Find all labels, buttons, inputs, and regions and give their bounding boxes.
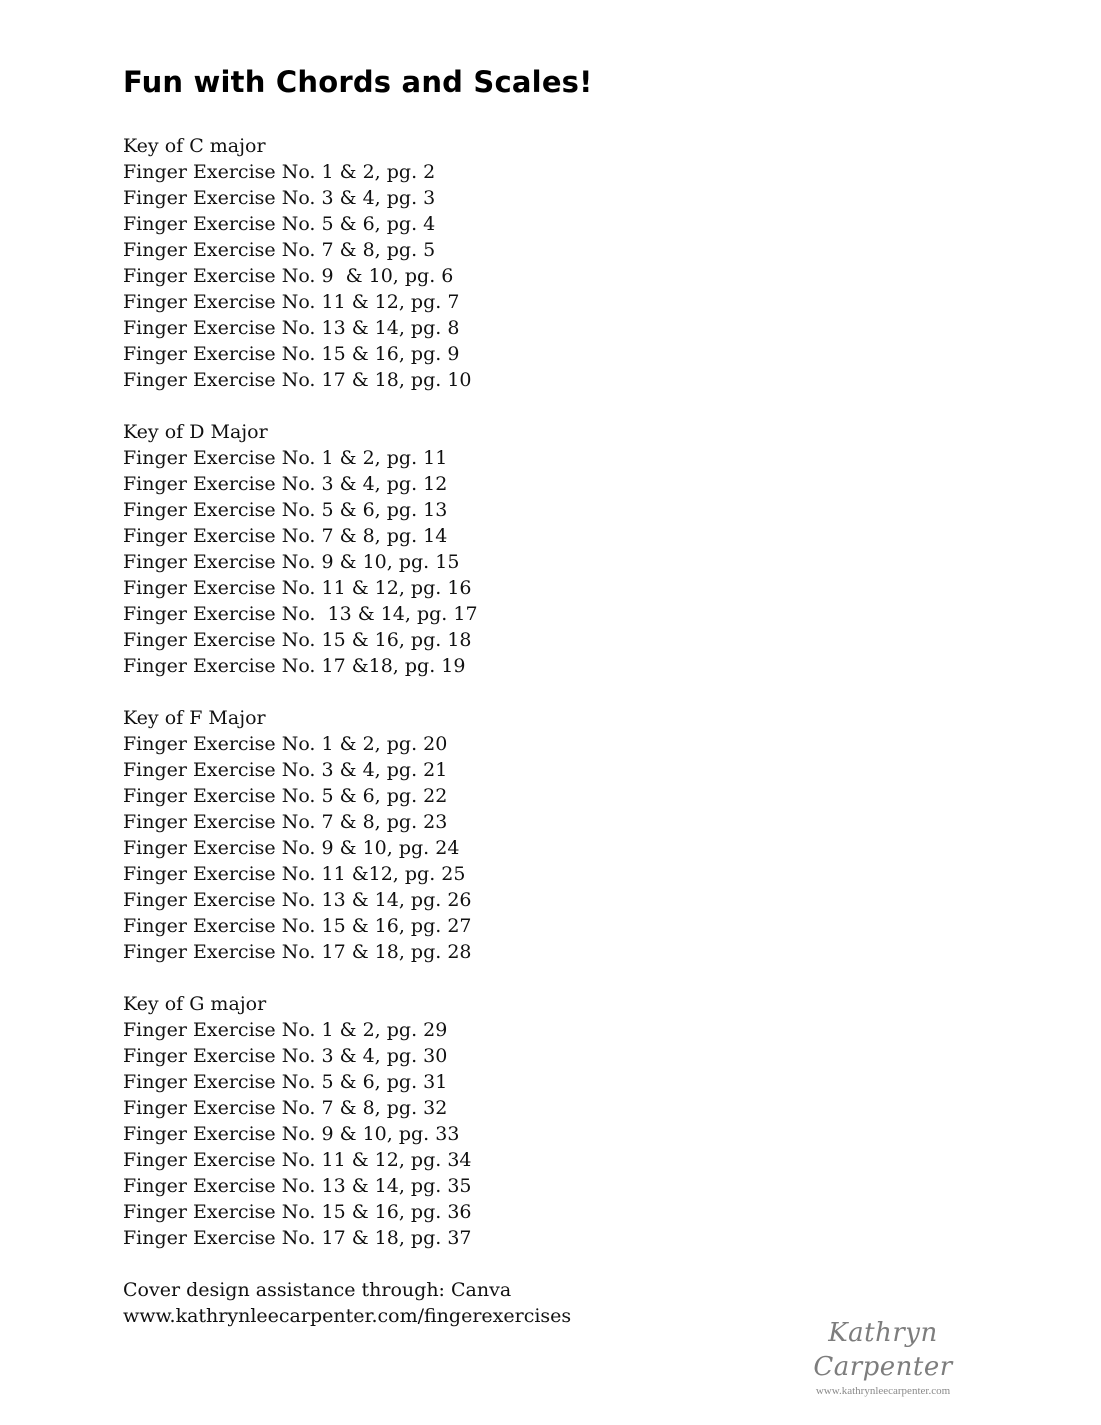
section-f-major [123, 705, 571, 965]
exercise-index [123, 133, 571, 1329]
list-item: Finger Exercise No. 17 & 18, pg. 10 [123, 369, 472, 391]
list-item: Finger Exercise No. 3 & 4, pg. 21 [123, 759, 448, 781]
list-item: Finger Exercise No. 1 & 2, pg. 29 [123, 1019, 448, 1041]
logo-signature: Kathryn Carpenter [813, 1318, 953, 1382]
list-item: Finger Exercise No. 7 & 8, pg. 5 [123, 239, 436, 261]
list-item: Finger Exercise No. 17 & 18, pg. 28 [123, 941, 472, 963]
list-item: Finger Exercise No. 17 & 18, pg. 37 [123, 1227, 472, 1249]
list-item: Finger Exercise No. 3 & 4, pg. 30 [123, 1045, 448, 1067]
section-d-major [123, 419, 571, 679]
author-logo [778, 1316, 988, 1397]
page-title: Fun with Chords and Scales! [123, 65, 593, 99]
list-item: Finger Exercise No. 3 & 4, pg. 12 [123, 473, 448, 495]
list-item: Finger Exercise No. 11 &12, pg. 25 [123, 863, 466, 885]
list-item: Finger Exercise No. 13 & 14, pg. 17 [123, 603, 478, 625]
list-item: Finger Exercise No. 1 & 2, pg. 11 [123, 447, 448, 469]
list-item: Finger Exercise No. 17 &18, pg. 19 [123, 655, 466, 677]
list-item: Finger Exercise No. 13 & 14, pg. 35 [123, 1175, 472, 1197]
list-item: Finger Exercise No. 15 & 16, pg. 27 [123, 915, 472, 937]
list-item: Finger Exercise No. 5 & 6, pg. 31 [123, 1071, 448, 1093]
list-item: Finger Exercise No. 9 & 10, pg. 15 [123, 551, 460, 573]
footer-url-link[interactable]: www.kathrynleecarpenter.com/fingerexercises [123, 1305, 572, 1327]
cover-credit: Cover design assistance through: Canva [123, 1279, 512, 1301]
list-item: Finger Exercise No. 9 & 10, pg. 33 [123, 1123, 460, 1145]
list-item: Finger Exercise No. 13 & 14, pg. 8 [123, 317, 460, 339]
section-heading: Key of C major [123, 135, 266, 157]
list-item: Finger Exercise No. 3 & 4, pg. 3 [123, 187, 436, 209]
list-item: Finger Exercise No. 11 & 12, pg. 16 [123, 577, 472, 599]
list-item: Finger Exercise No. 7 & 8, pg. 23 [123, 811, 448, 833]
list-item: Finger Exercise No. 11 & 12, pg. 34 [123, 1149, 472, 1171]
logo-url: www.kathrynleecarpenter.com [815, 1385, 951, 1397]
list-item: Finger Exercise No. 9 & 10, pg. 6 [123, 265, 454, 287]
list-item: Finger Exercise No. 5 & 6, pg. 4 [123, 213, 436, 235]
list-item: Finger Exercise No. 5 & 6, pg. 22 [123, 785, 448, 807]
list-item: Finger Exercise No. 15 & 16, pg. 18 [123, 629, 472, 651]
list-item: Finger Exercise No. 11 & 12, pg. 7 [123, 291, 460, 313]
section-heading: Key of D Major [123, 421, 268, 443]
section-c-major [123, 133, 571, 393]
list-item: Finger Exercise No. 9 & 10, pg. 24 [123, 837, 460, 859]
list-item: Finger Exercise No. 1 & 2, pg. 20 [123, 733, 448, 755]
section-heading: Key of F Major [123, 707, 266, 729]
list-item: Finger Exercise No. 5 & 6, pg. 13 [123, 499, 448, 521]
list-item: Finger Exercise No. 7 & 8, pg. 32 [123, 1097, 448, 1119]
list-item: Finger Exercise No. 15 & 16, pg. 9 [123, 343, 460, 365]
list-item: Finger Exercise No. 1 & 2, pg. 2 [123, 161, 436, 183]
footer-credits [123, 1277, 571, 1329]
list-item: Finger Exercise No. 7 & 8, pg. 14 [123, 525, 448, 547]
list-item: Finger Exercise No. 13 & 14, pg. 26 [123, 889, 472, 911]
list-item: Finger Exercise No. 15 & 16, pg. 36 [123, 1201, 472, 1223]
section-g-major [123, 991, 571, 1251]
section-heading: Key of G major [123, 993, 267, 1015]
